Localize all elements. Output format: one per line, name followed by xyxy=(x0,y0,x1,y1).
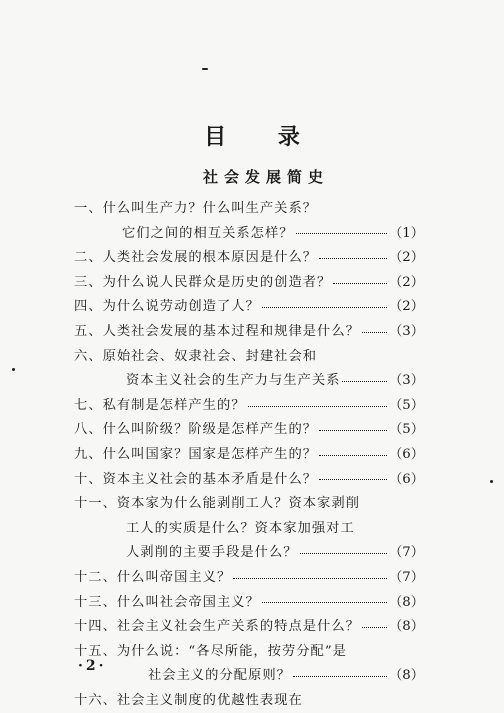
toc-entry-text: 工人的实质是什么？资本家加强对工 xyxy=(126,520,355,536)
toc-entry-text: 七、私有制是怎样产生的？ xyxy=(74,397,246,413)
toc-entry xyxy=(74,443,424,468)
print-speck xyxy=(490,480,493,483)
dot-leader xyxy=(333,283,387,284)
toc-entry xyxy=(74,591,424,616)
toc-entry-text: 八、什么叫阶级？阶级是怎样产生的？ xyxy=(74,422,318,438)
toc-entry xyxy=(74,689,424,713)
dot-leader xyxy=(262,602,387,603)
toc-entry xyxy=(74,492,424,517)
toc-entry-page: （7） xyxy=(388,545,424,561)
toc-entry-page: （7） xyxy=(388,569,424,585)
toc-entry xyxy=(74,394,424,419)
page-title: 目 录 xyxy=(204,124,322,150)
toc-entry-page: （6） xyxy=(388,471,424,487)
toc-entry-text: 六、原始社会、奴隶社会、封建社会和 xyxy=(74,348,318,364)
toc-entry xyxy=(74,566,424,591)
toc-entry xyxy=(74,664,424,689)
toc-entry xyxy=(74,615,424,640)
toc-entry-text: 九、什么叫国家？国家是怎样产生的？ xyxy=(74,446,318,462)
dot-leader xyxy=(319,479,387,480)
toc-entry-text: 十五、为什么说：“各尽所能，按劳分配”是 xyxy=(74,643,347,659)
toc-entry xyxy=(74,197,424,222)
toc-entry-text: 十四、社会主义社会生产关系的特点是什么？ xyxy=(74,619,360,635)
dot-leader xyxy=(342,381,386,382)
table-of-contents xyxy=(74,197,424,713)
dot-leader xyxy=(362,627,387,628)
toc-entry-text: 十二、什么叫帝国主义？ xyxy=(74,569,232,585)
toc-entry-page: （8） xyxy=(388,594,424,610)
dot-leader xyxy=(296,233,387,234)
toc-entry xyxy=(74,320,424,345)
toc-entry-text: 四、为什么说劳动创造了人？ xyxy=(74,299,260,315)
toc-entry xyxy=(74,468,424,493)
toc-entry-text: 人剥削的主要手段是什么？ xyxy=(126,545,298,561)
dot-leader xyxy=(319,258,387,259)
dot-leader xyxy=(362,332,387,333)
toc-entry-text: 十三、什么叫社会帝国主义？ xyxy=(74,594,260,610)
dot-leader xyxy=(319,430,387,431)
toc-entry xyxy=(74,222,424,247)
toc-entry-page: （2） xyxy=(388,274,424,290)
toc-entry xyxy=(74,541,424,566)
toc-entry xyxy=(74,246,424,271)
toc-entry xyxy=(74,345,424,370)
toc-entry-text: 三、为什么说人民群众是历史的创造者？ xyxy=(74,274,332,290)
toc-entry-text: 五、人类社会发展的基本过程和规律是什么？ xyxy=(74,323,360,339)
dot-leader xyxy=(248,406,387,407)
toc-entry-page: （8） xyxy=(388,619,424,635)
dot-leader xyxy=(262,307,387,308)
toc-entry-page: （8） xyxy=(388,668,424,684)
page-number: ·2· xyxy=(78,658,107,674)
dot-leader xyxy=(300,553,387,554)
toc-entry-text: 一、什么叫生产力？什么叫生产关系？ xyxy=(74,201,318,216)
toc-entry-text: 十、资本主义社会的基本矛盾是什么？ xyxy=(74,471,318,487)
toc-entry-page: （1） xyxy=(388,225,424,241)
toc-entry xyxy=(74,295,424,320)
toc-entry-text: 社会主义的分配原则？ xyxy=(148,668,291,684)
toc-entry xyxy=(74,271,424,296)
toc-entry-page: （6） xyxy=(388,446,424,462)
toc-entry-page: （3） xyxy=(388,373,424,389)
dot-leader xyxy=(319,455,387,456)
toc-entry-page: （5） xyxy=(388,397,424,413)
section-title: 社会发展简史 xyxy=(202,168,329,186)
toc-entry-text: 十六、社会主义制度的优越性表现在 xyxy=(74,692,303,708)
toc-entry xyxy=(74,369,424,394)
toc-entry-text: 二、人类社会发展的根本原因是什么？ xyxy=(74,250,318,266)
toc-entry xyxy=(74,418,424,443)
print-speck xyxy=(202,68,208,70)
toc-entry xyxy=(74,517,424,542)
toc-entry-page: （3） xyxy=(388,323,424,339)
toc-entry-page: （2） xyxy=(388,250,424,266)
toc-entry-page: （5） xyxy=(388,422,424,438)
print-speck xyxy=(12,368,15,371)
toc-entry-text: 十一、资本家为什么能剥削工人？资本家剥削 xyxy=(74,496,360,512)
toc-entry xyxy=(74,640,424,665)
toc-entry-page: （2） xyxy=(388,299,424,315)
toc-entry-text: 资本主义社会的生产力与生产关系 xyxy=(126,373,341,389)
dot-leader xyxy=(293,676,387,677)
dot-leader xyxy=(233,578,387,579)
toc-entry-text: 它们之间的相互关系怎样？ xyxy=(122,225,294,241)
